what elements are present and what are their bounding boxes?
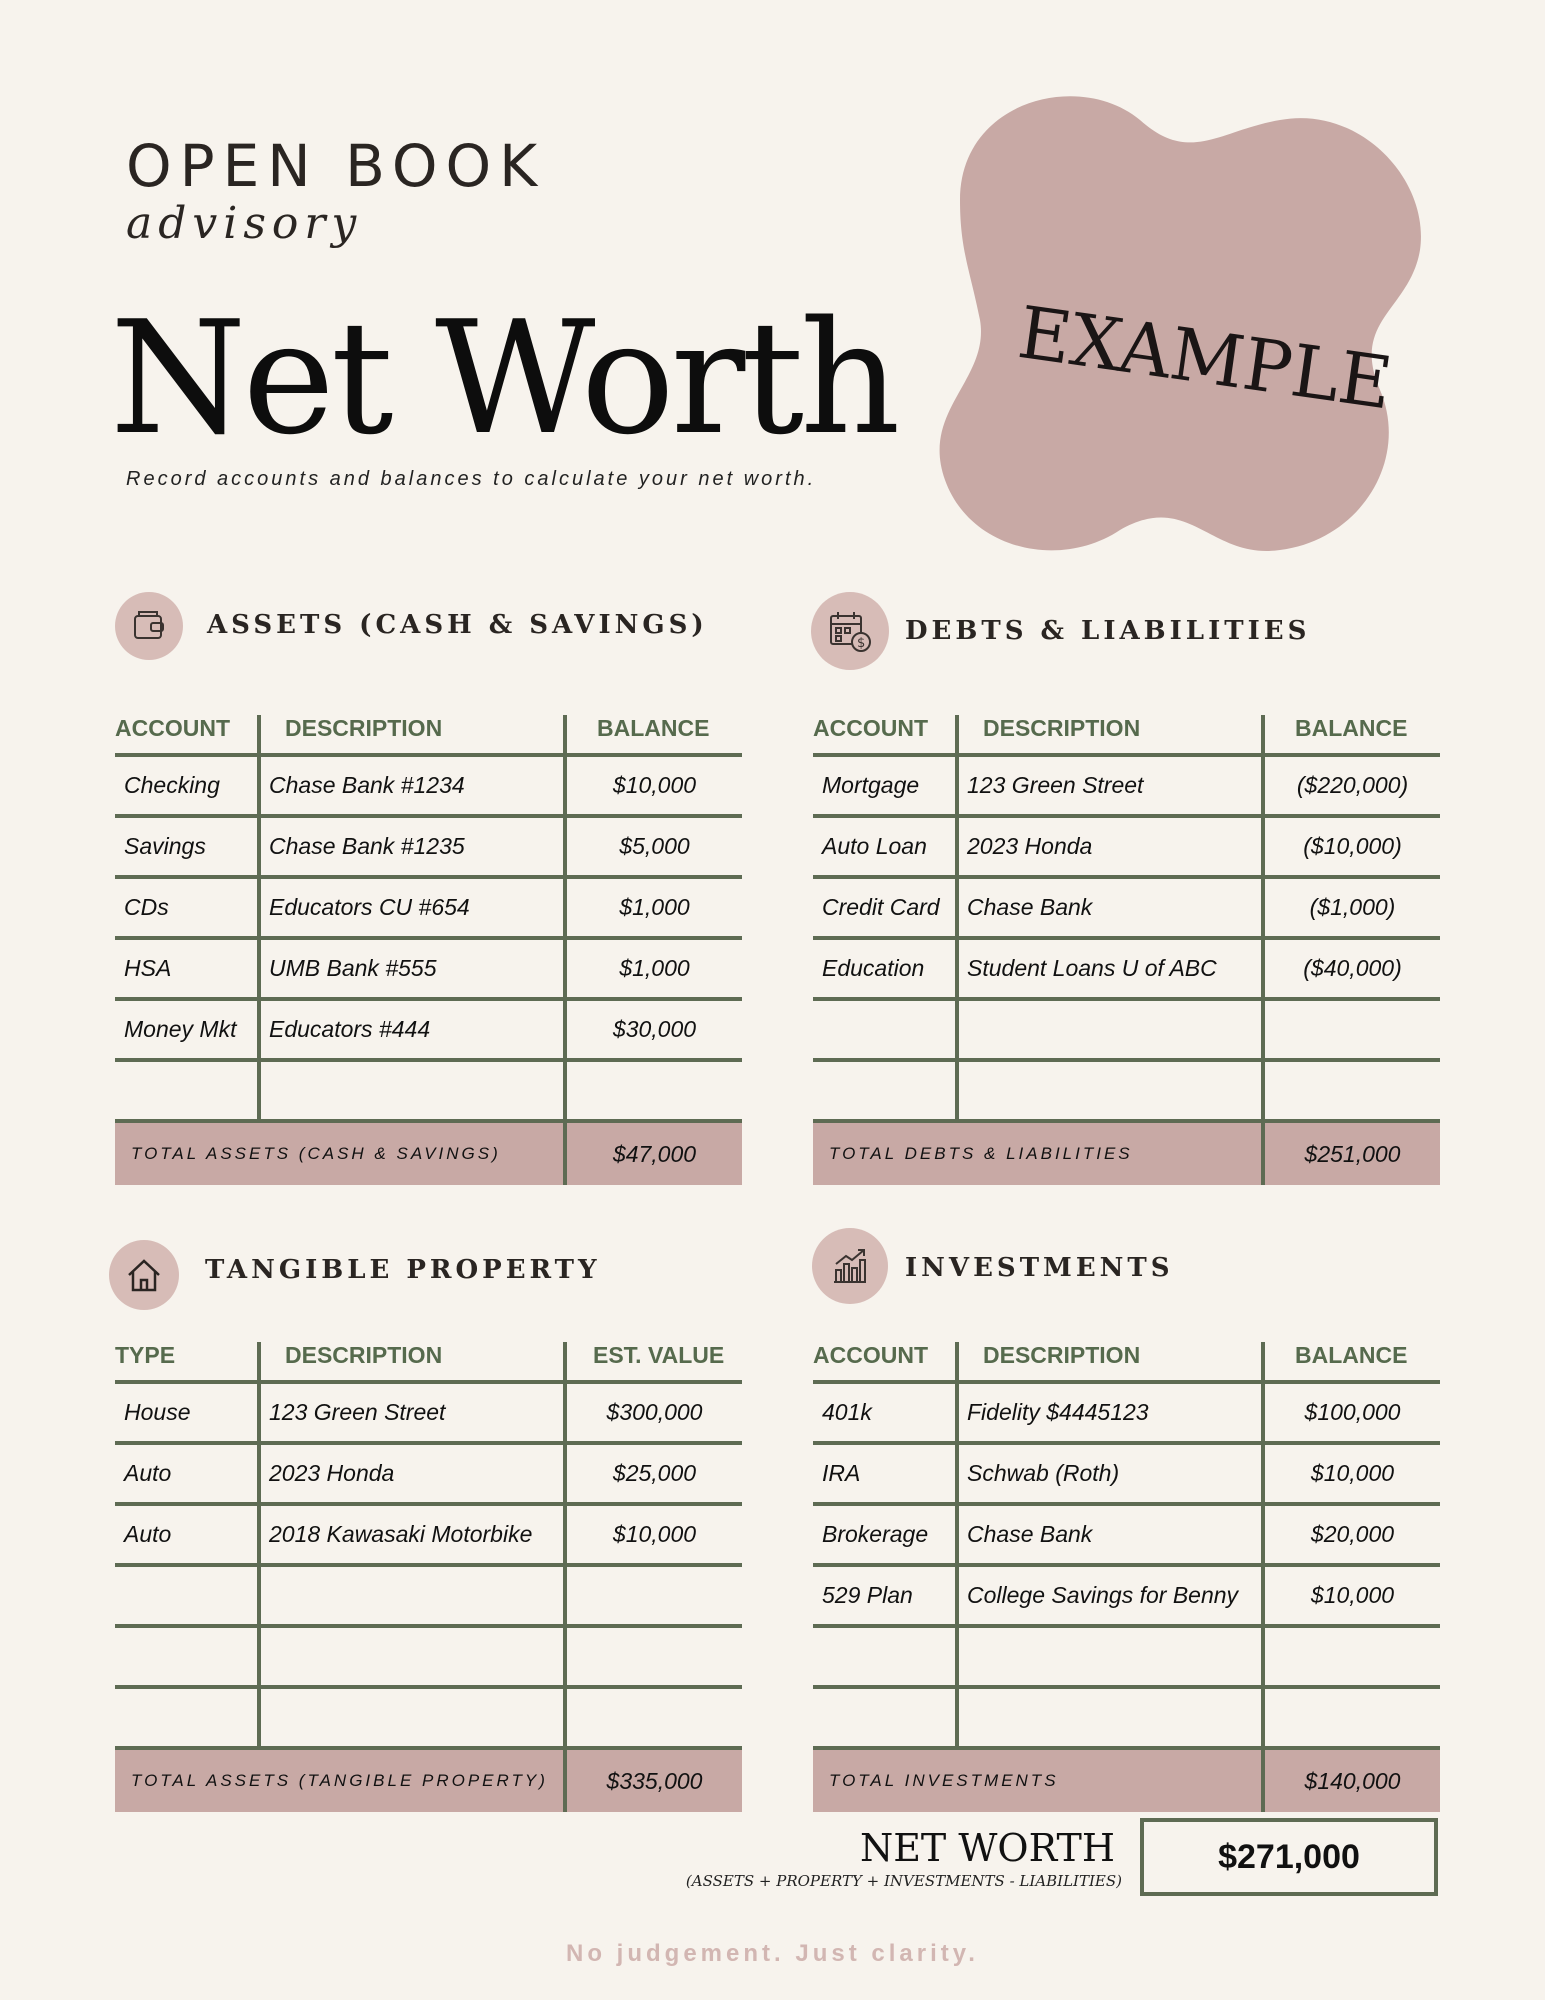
account-cell[interactable] [115,1060,259,1121]
description-cell[interactable]: 2018 Kawasaki Motorbike [259,1504,565,1565]
type-cell[interactable]: Auto [115,1443,259,1504]
account-cell[interactable]: Savings [115,816,259,877]
column-header: DESCRIPTION [259,715,565,755]
description-cell[interactable] [259,1565,565,1626]
example-stamp: EXAMPLE [1013,290,1398,426]
account-cell[interactable]: 529 Plan [813,1565,957,1626]
total-value: $140,000 [1263,1748,1440,1812]
description-cell[interactable]: 123 Green Street [957,755,1263,816]
net-worth-label: NET WORTH [859,1826,1115,1870]
balance-cell[interactable]: ($40,000) [1263,938,1440,999]
assets-table [115,715,742,1185]
table-header [813,715,1440,755]
column-header: BALANCE [1263,715,1440,755]
table-row [813,1060,1440,1121]
description-cell[interactable] [957,1687,1263,1748]
total-label: TOTAL DEBTS & LIABILITIES [813,1121,1263,1185]
page-title: Net Worth [110,287,897,469]
table-row [115,1443,742,1504]
column-header: ACCOUNT [115,715,259,755]
column-header: BALANCE [1263,1342,1440,1382]
total-value: $251,000 [1263,1121,1440,1185]
balance-cell[interactable] [565,1060,742,1121]
table-header [115,715,742,755]
balance-cell[interactable]: $5,000 [565,816,742,877]
net-worth-value[interactable]: $271,000 [1140,1818,1438,1896]
value-cell[interactable]: $10,000 [565,1504,742,1565]
total-value: $47,000 [565,1121,742,1185]
total-row [115,1121,742,1185]
description-cell[interactable]: Educators #444 [259,999,565,1060]
table-row [813,938,1440,999]
balance-cell[interactable]: $10,000 [1263,1565,1440,1626]
total-value: $335,000 [565,1748,742,1812]
account-cell[interactable] [813,999,957,1060]
total-row [813,1748,1440,1812]
footer-slogan: No judgement. Just clarity. [566,1940,979,1967]
calendar-dollar-icon [811,592,889,670]
description-cell[interactable]: Chase Bank #1235 [259,816,565,877]
table-header [115,1342,742,1382]
brand-tagline: advisory [126,198,363,249]
description-cell[interactable] [957,1626,1263,1687]
description-cell[interactable] [259,1626,565,1687]
investments-title: INVESTMENTS [905,1253,1174,1283]
table-header [813,1342,1440,1382]
net-worth-formula: (ASSETS + PROPERTY + INVESTMENTS - LIABILITIES) [685,1872,1122,1890]
page-subtitle: Record accounts and balances to calculate your net worth. [126,468,817,490]
table-row [813,755,1440,816]
account-cell[interactable] [813,1687,957,1748]
description-cell[interactable]: UMB Bank #555 [259,938,565,999]
column-header: EST. VALUE [565,1342,742,1382]
table-row [813,1443,1440,1504]
balance-cell[interactable] [1263,1060,1440,1121]
table-row [115,1382,742,1443]
debts-title: DEBTS & LIABILITIES [905,616,1311,646]
account-cell[interactable]: Education [813,938,957,999]
investments-table [813,1342,1440,1812]
balance-cell[interactable] [1263,999,1440,1060]
description-cell[interactable]: Student Loans U of ABC [957,938,1263,999]
table-row [115,938,742,999]
table-row [813,1382,1440,1443]
property-table [115,1342,742,1812]
column-header: DESCRIPTION [259,1342,565,1382]
table-row [813,1626,1440,1687]
value-cell[interactable]: $25,000 [565,1443,742,1504]
description-cell[interactable]: Educators CU #654 [259,877,565,938]
description-cell[interactable] [259,1687,565,1748]
wallet-icon [115,592,183,660]
balance-cell[interactable]: $1,000 [565,938,742,999]
bar-chart-icon [812,1228,888,1304]
table-row [115,1060,742,1121]
description-cell[interactable]: 2023 Honda [957,816,1263,877]
total-label: TOTAL INVESTMENTS [813,1748,1263,1812]
assets-title: ASSETS (CASH & SAVINGS) [207,610,708,640]
balance-cell[interactable]: ($1,000) [1263,877,1440,938]
brand-name: OPEN BOOK [126,132,546,200]
table-row [115,1626,742,1687]
account-cell[interactable]: Checking [115,755,259,816]
description-cell[interactable]: Chase Bank [957,877,1263,938]
total-label: TOTAL ASSETS (TANGIBLE PROPERTY) [115,1748,565,1812]
table-row [813,816,1440,877]
type-cell[interactable] [115,1687,259,1748]
account-cell[interactable]: Auto Loan [813,816,957,877]
description-cell[interactable] [957,999,1263,1060]
description-cell[interactable]: Fidelity $4445123 [957,1382,1263,1443]
total-label: TOTAL ASSETS (CASH & SAVINGS) [115,1121,565,1185]
account-cell[interactable]: HSA [115,938,259,999]
table-row [115,1687,742,1748]
account-cell[interactable]: Brokerage [813,1504,957,1565]
description-cell[interactable] [259,1060,565,1121]
description-cell[interactable]: College Savings for Benny [957,1565,1263,1626]
account-cell[interactable] [813,1626,957,1687]
account-cell[interactable] [813,1060,957,1121]
balance-cell[interactable]: $30,000 [565,999,742,1060]
table-row [115,877,742,938]
type-cell[interactable]: House [115,1382,259,1443]
total-row [115,1748,742,1812]
table-row [813,877,1440,938]
account-cell[interactable]: 401k [813,1382,957,1443]
value-cell[interactable] [565,1687,742,1748]
description-cell[interactable]: Chase Bank #1234 [259,755,565,816]
table-row [813,1504,1440,1565]
table-row [813,1687,1440,1748]
column-header: DESCRIPTION [957,1342,1263,1382]
balance-cell[interactable]: $10,000 [1263,1443,1440,1504]
balance-cell[interactable] [1263,1687,1440,1748]
description-cell[interactable]: Schwab (Roth) [957,1443,1263,1504]
svg-text:$: $ [857,636,866,651]
value-cell[interactable] [565,1565,742,1626]
account-cell[interactable]: Money Mkt [115,999,259,1060]
balance-cell[interactable]: $10,000 [565,755,742,816]
property-title: TANGIBLE PROPERTY [205,1255,601,1285]
column-header: DESCRIPTION [957,715,1263,755]
account-cell[interactable]: Credit Card [813,877,957,938]
type-cell[interactable] [115,1565,259,1626]
balance-cell[interactable] [1263,1626,1440,1687]
table-row [115,999,742,1060]
balance-cell[interactable]: $100,000 [1263,1382,1440,1443]
column-header: TYPE [115,1342,259,1382]
house-icon [109,1240,179,1310]
column-header: ACCOUNT [813,715,957,755]
table-row [115,816,742,877]
table-row [115,1504,742,1565]
account-cell[interactable]: CDs [115,877,259,938]
description-cell[interactable]: 123 Green Street [259,1382,565,1443]
type-cell[interactable] [115,1626,259,1687]
balance-cell[interactable]: ($10,000) [1263,816,1440,877]
account-cell[interactable]: Mortgage [813,755,957,816]
table-row [115,1565,742,1626]
table-row [813,1565,1440,1626]
description-cell[interactable]: Chase Bank [957,1504,1263,1565]
balance-cell[interactable]: $20,000 [1263,1504,1440,1565]
value-cell[interactable] [565,1626,742,1687]
description-cell[interactable] [957,1060,1263,1121]
table-row [813,999,1440,1060]
total-row [813,1121,1440,1185]
balance-cell[interactable]: ($220,000) [1263,755,1440,816]
debts-table [813,715,1440,1185]
value-cell[interactable]: $300,000 [565,1382,742,1443]
type-cell[interactable]: Auto [115,1504,259,1565]
table-row [115,755,742,816]
column-header: BALANCE [565,715,742,755]
balance-cell[interactable]: $1,000 [565,877,742,938]
column-header: ACCOUNT [813,1342,957,1382]
account-cell[interactable]: IRA [813,1443,957,1504]
description-cell[interactable]: 2023 Honda [259,1443,565,1504]
